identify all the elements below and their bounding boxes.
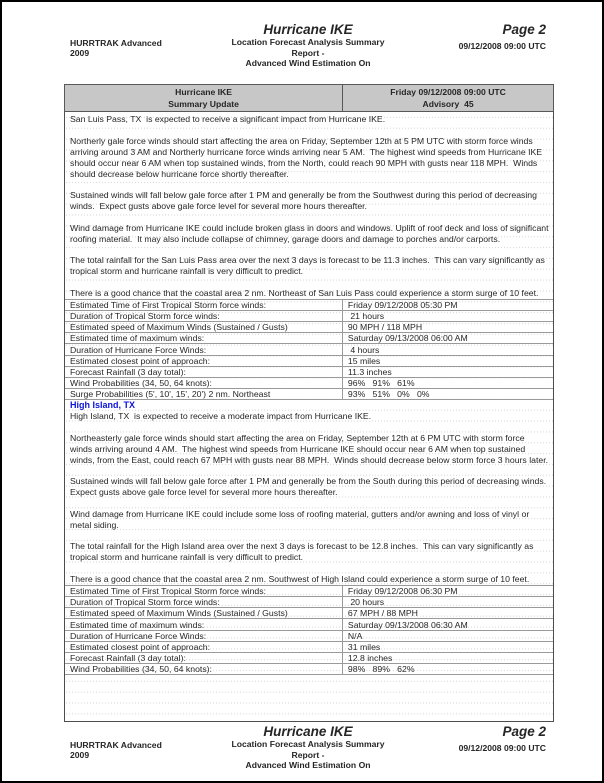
table-row (65, 389, 553, 400)
row-label: Estimated speed of Maximum Winds (Sustained / Gusts) (65, 322, 342, 333)
row-label: Forecast Rainfall (3 day total): (65, 652, 342, 663)
row-label: Estimated time of maximum winds: (65, 333, 342, 344)
table-row (65, 366, 553, 377)
table-row (65, 630, 553, 641)
header-right (396, 23, 546, 52)
row-value: 11.3 inches (342, 366, 553, 377)
table-row (65, 299, 553, 310)
row-label: Duration of Hurricane Force Winds: (65, 344, 342, 355)
row-value: N/A (342, 630, 553, 641)
row-value: 21 hours (342, 310, 553, 321)
app-year: 2009 (70, 750, 90, 761)
row-value: 20 hours (342, 597, 553, 608)
section-san-luis-pass (65, 114, 553, 400)
report-subtitle-line2: Advanced Wind Estimation On (245, 760, 371, 771)
section-high-island (65, 400, 553, 675)
paragraph-rainfall: The total rainfall for the High Island area over the next 3 days is forecast to be 12.8 inches. This can vary significantly as tropical storm and hurricane rainfall is very difficult to predict. (70, 541, 536, 563)
app-name: HURRTRAK Advanced (70, 740, 162, 751)
footer-center (220, 725, 396, 771)
row-label: Estimated Time of First Tropical Storm force winds: (65, 585, 342, 596)
header-datetime: 09/12/2008 09:00 UTC (458, 41, 546, 51)
paragraph-impact: San Luis Pass, TX is expected to receive a significant impact from Hurricane IKE. (70, 114, 386, 125)
forecast-summary-table-high-island (65, 585, 553, 676)
footer-left (70, 725, 220, 760)
location-heading: High Island, TX (70, 400, 136, 411)
paragraph-wind-damage: Wind damage from Hurricane IKE could include some loss of roofing material, gutters and/or awning and loss of vinyl or metal siding. (70, 508, 532, 530)
row-value: 96% 91% 61% (342, 377, 553, 388)
table-row (65, 608, 553, 619)
paragraph-wind-decline: Sustained winds will fall below gale force after 1 PM and generally be from the Southwest during this period of decreasing winds. Expect gusts above gale force level for several more hours thereafter. (70, 190, 540, 212)
app-year: 2009 (70, 48, 90, 58)
row-value: 67 MPH / 88 MPH (342, 608, 553, 619)
row-value: 4 hours (342, 344, 553, 355)
row-value: Friday 09/12/2008 06:30 PM (342, 585, 553, 596)
paragraph-rainfall: The total rainfall for the San Luis Pass area over the next 3 days is forecast to be 11.3 inches. This can vary significantly as tropical storm and hurricane rainfall is very difficult to predict. (70, 255, 548, 277)
row-label: Estimated closest point of approach: (65, 355, 342, 366)
table-row (65, 310, 553, 321)
banner-datetime: Friday 09/12/2008 09:00 UTC (390, 86, 506, 97)
summary-banner (64, 84, 554, 113)
row-value: 98% 89% 62% (342, 664, 553, 675)
report-subtitle-line2: Advanced Wind Estimation On (245, 58, 371, 68)
table-row (65, 641, 553, 652)
row-label: Surge Probabilities (5', 10', 15', 20') 2 nm. Northeast (65, 389, 342, 400)
row-label: Wind Probabilities (34, 50, 64 knots): (65, 664, 342, 675)
report-title: Hurricane IKE (263, 724, 353, 740)
row-value: 93% 51% 0% 0% (342, 389, 553, 400)
page-number: Page 2 (502, 724, 546, 740)
report-subtitle-line1: Location Forecast Analysis Summary Report - (231, 37, 385, 58)
row-value: Saturday 09/13/2008 06:00 AM (342, 333, 553, 344)
paragraph-wind-onset: Northerly gale force winds should start affecting the area on Friday, September 12th at 5 PM UTC with storm force winds arriving around 3 AM and Northerly hurricane force winds arriving near 5 AM. The highest wind speeds from Hurricane IKE should occur near 6 AM when top sustained winds, from the North, could reach 90 MPH with gusts near 118 MPH. Winds should decrease below hurricane force shortly thereafter. (70, 136, 545, 179)
table-row (65, 355, 553, 366)
table-row (65, 619, 553, 630)
banner-report-type: Summary Update (168, 98, 239, 109)
row-value: Saturday 09/13/2008 06:30 AM (342, 619, 553, 630)
row-value: Friday 09/12/2008 05:30 PM (342, 299, 553, 310)
row-value: 31 miles (342, 641, 553, 652)
header-left (70, 23, 220, 58)
row-label: Forecast Rainfall (3 day total): (65, 366, 342, 377)
row-label: Estimated closest point of approach: (65, 641, 342, 652)
banner-advisory-cell (343, 85, 553, 112)
page-number: Page 2 (502, 22, 546, 37)
report-title: Hurricane IKE (263, 22, 353, 37)
table-row (65, 597, 553, 608)
row-value: 12.8 inches (342, 652, 553, 663)
row-value: 90 MPH / 118 MPH (342, 322, 553, 333)
table-row (65, 333, 553, 344)
paragraph-storm-surge: There is a good chance that the coastal area 2 nm. Northeast of San Luis Pass could experience a storm surge of 10 feet. (70, 287, 539, 298)
page-footer (70, 722, 546, 771)
paragraph-storm-surge: There is a good chance that the coastal area 2 nm. Southwest of High Island could experience a storm surge of 10 feet. (70, 574, 530, 584)
report-subtitle-line1: Location Forecast Analysis Summary Report - (231, 739, 385, 760)
table-row (65, 344, 553, 355)
app-name: HURRTRAK Advanced (70, 38, 162, 48)
banner-storm-name: Hurricane IKE (175, 86, 232, 97)
row-label: Duration of Tropical Storm force winds: (65, 310, 342, 321)
paragraph-wind-damage: Wind damage from Hurricane IKE could include broken glass in doors and windows. Uplift of roof deck and loss of significant roofing material. It may also include collapse of chimney, garage doors and damage to porches and/or carports. (70, 222, 551, 244)
paragraph-wind-onset: Northeasterly gale force winds should start affecting the area on Friday, September 12th at 6 PM UTC with storm force winds arriving around 4 AM. The highest wind speeds from Hurricane IKE should occur near 6 AM when top sustained winds, from the East, could reach 67 MPH with gusts near 88 MPH. Winds should decrease below storm force 3 hours later. (70, 433, 549, 465)
table-row (65, 652, 553, 663)
row-label: Wind Probabilities (34, 50, 64 knots): (65, 377, 342, 388)
table-row (65, 322, 553, 333)
forecast-content (64, 112, 554, 722)
paragraph-impact: High Island, TX is expected to receive a moderate impact from Hurricane IKE. (70, 411, 372, 422)
table-row (65, 664, 553, 675)
paragraph-wind-decline: Sustained winds will fall below gale force after 1 PM and generally be from the South during this period of decreasing winds. Expect gusts above gale force level for several more hours thereafter. (70, 476, 551, 498)
banner-storm-cell (65, 85, 343, 112)
forecast-summary-table-san-luis-pass (65, 299, 553, 401)
row-label: Estimated time of maximum winds: (65, 619, 342, 630)
row-label: Estimated speed of Maximum Winds (Sustained / Gusts) (65, 608, 342, 619)
page-header (70, 2, 546, 69)
footer-right (396, 725, 546, 754)
table-row (65, 377, 553, 388)
footer-datetime: 09/12/2008 09:00 UTC (458, 743, 546, 754)
header-center (220, 23, 396, 69)
banner-advisory-number: Advisory 45 (422, 98, 474, 109)
row-label: Estimated Time of First Tropical Storm force winds: (65, 299, 342, 310)
row-label: Duration of Hurricane Force Winds: (65, 630, 342, 641)
row-label: Duration of Tropical Storm force winds: (65, 597, 342, 608)
table-row (65, 585, 553, 596)
row-value: 15 miles (342, 355, 553, 366)
